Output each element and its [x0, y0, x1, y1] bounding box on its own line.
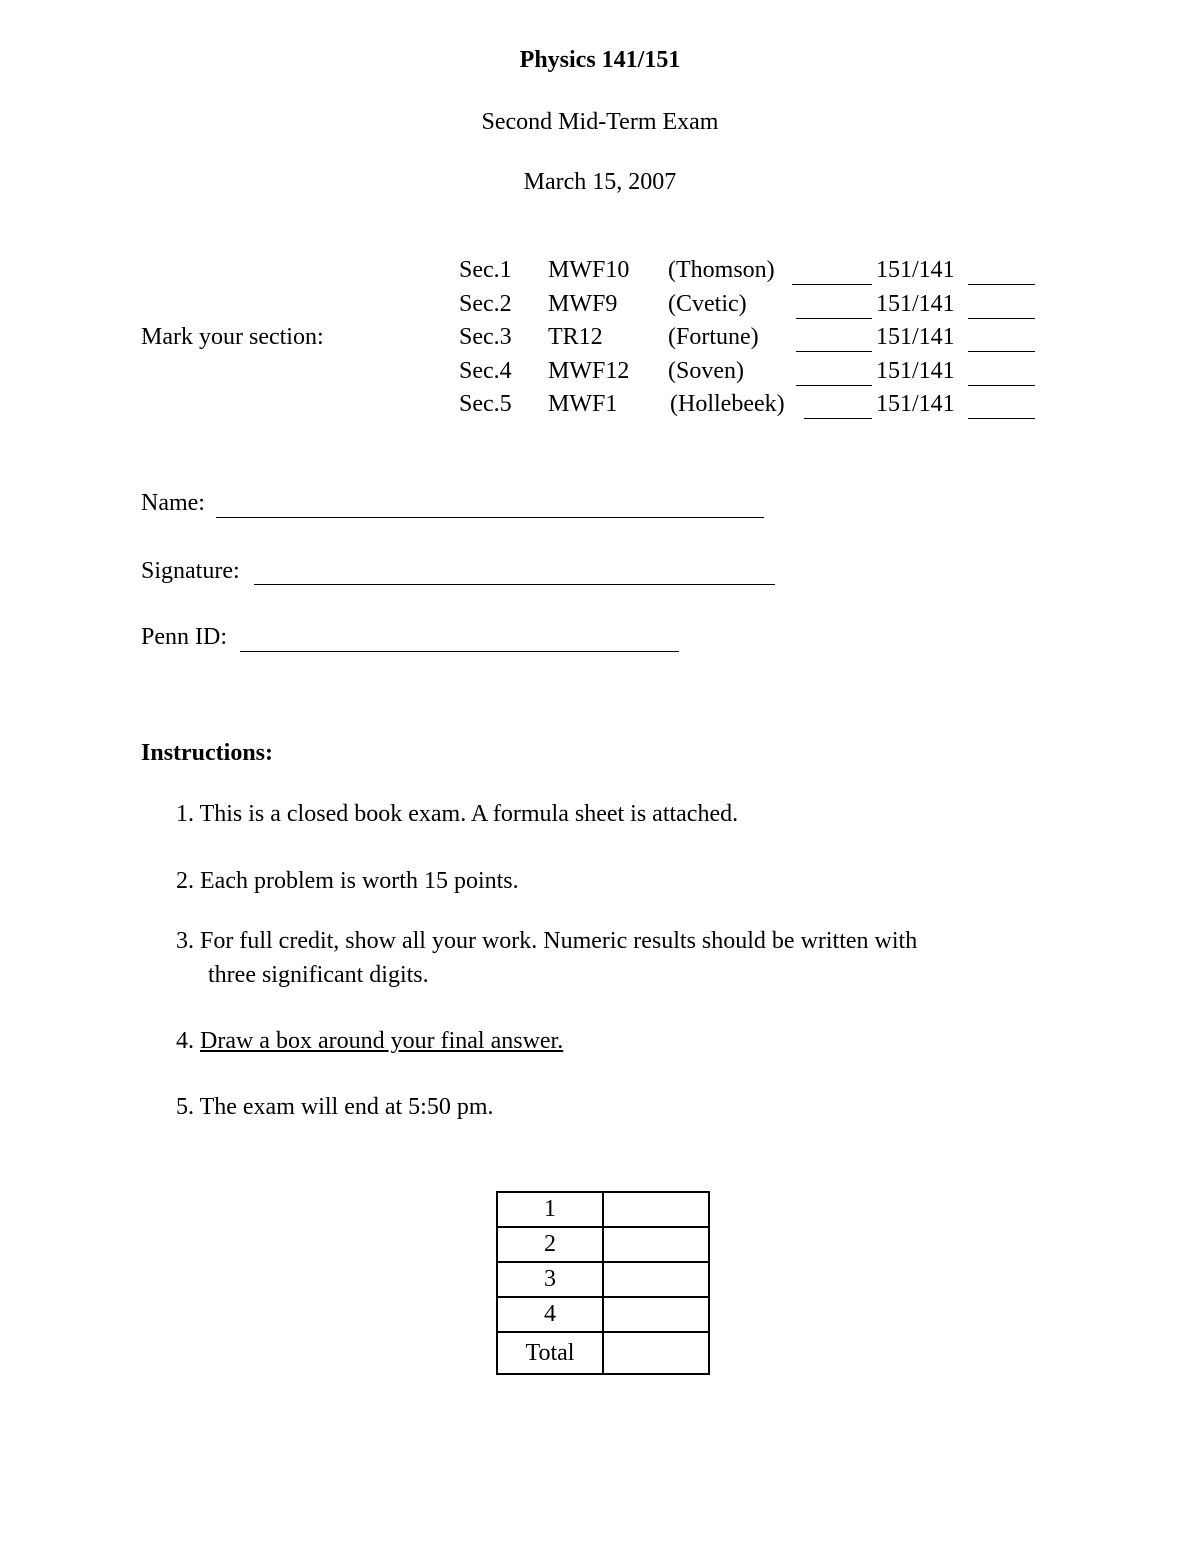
- total-label: Total: [497, 1332, 603, 1374]
- score-table: [496, 1191, 710, 1375]
- score-cell[interactable]: [603, 1192, 709, 1227]
- section-instructor: (Hollebeek): [670, 391, 785, 417]
- name-field[interactable]: [216, 517, 764, 518]
- section-course: 151/141: [876, 324, 955, 350]
- exam-date: March 15, 2007: [523, 169, 677, 195]
- score-row: [497, 1227, 709, 1262]
- section-number: Sec.3: [459, 324, 512, 350]
- section-course: 151/141: [876, 391, 955, 417]
- score-cell[interactable]: [603, 1297, 709, 1332]
- score-cell[interactable]: [603, 1262, 709, 1297]
- section-time: MWF12: [548, 358, 630, 384]
- section-instructor: (Fortune): [668, 324, 759, 350]
- instruction-text: Each problem is worth 15 points.: [200, 868, 519, 894]
- instruction-number: 5.: [176, 1094, 194, 1120]
- section-141-blank[interactable]: [968, 318, 1035, 319]
- section-row[interactable]: [0, 391, 1200, 421]
- instruction-item: [176, 1028, 563, 1055]
- section-number: Sec.4: [459, 358, 512, 384]
- section-instructor: (Thomson): [668, 257, 775, 283]
- pennid-field[interactable]: [240, 651, 679, 652]
- name-label: Name:: [141, 490, 205, 516]
- instruction-item: [176, 1094, 494, 1121]
- instruction-item: [176, 928, 917, 955]
- section-row[interactable]: [0, 257, 1200, 287]
- section-time: MWF10: [548, 257, 630, 283]
- signature-label: Signature:: [141, 558, 240, 584]
- section-instructor: (Soven): [668, 358, 744, 384]
- section-course: 151/141: [876, 291, 955, 317]
- score-row: [497, 1262, 709, 1297]
- section-course: 151/141: [876, 257, 955, 283]
- signature-field[interactable]: [254, 584, 775, 585]
- score-row: [497, 1297, 709, 1332]
- instruction-text: Draw a box around your final answer.: [200, 1028, 564, 1054]
- section-course: 151/141: [876, 358, 955, 384]
- section-row[interactable]: [0, 358, 1200, 388]
- section-number: Sec.1: [459, 257, 512, 283]
- instruction-number: 3.: [176, 928, 194, 954]
- section-151-blank[interactable]: [792, 284, 872, 285]
- score-total-row: [497, 1332, 709, 1374]
- section-row[interactable]: [0, 324, 1200, 354]
- section-prompt: Mark your section:: [141, 324, 324, 350]
- section-151-blank[interactable]: [796, 351, 872, 352]
- problem-label: 2: [497, 1227, 603, 1262]
- section-141-blank[interactable]: [968, 351, 1035, 352]
- instruction-number: 4.: [176, 1028, 194, 1054]
- instruction-number: 1.: [176, 801, 194, 827]
- instruction-continuation: three significant digits.: [208, 962, 429, 988]
- pennid-label: Penn ID:: [141, 624, 227, 650]
- section-instructor: (Cvetic): [668, 291, 747, 317]
- problem-label: 3: [497, 1262, 603, 1297]
- instruction-text: For full credit, show all your work. Numeric results should be written with: [200, 928, 918, 954]
- score-row: [497, 1192, 709, 1227]
- problem-label: 1: [497, 1192, 603, 1227]
- instruction-item: [176, 801, 738, 828]
- instruction-text: This is a closed book exam. A formula sheet is attached.: [199, 801, 739, 827]
- section-151-blank[interactable]: [804, 418, 872, 419]
- section-141-blank[interactable]: [968, 284, 1035, 285]
- section-151-blank[interactable]: [796, 385, 872, 386]
- section-row[interactable]: [0, 291, 1200, 321]
- problem-label: 4: [497, 1297, 603, 1332]
- section-number: Sec.2: [459, 291, 512, 317]
- instruction-item: [176, 868, 519, 895]
- section-151-blank[interactable]: [796, 318, 872, 319]
- course-title: Physics 141/151: [519, 47, 681, 73]
- section-141-blank[interactable]: [968, 385, 1035, 386]
- section-time: MWF9: [548, 291, 618, 317]
- instruction-text: The exam will end at 5:50 pm.: [199, 1094, 494, 1120]
- section-time: TR12: [548, 324, 603, 350]
- instructions-heading: Instructions:: [141, 740, 274, 766]
- exam-title: Second Mid-Term Exam: [481, 109, 719, 135]
- total-score-cell[interactable]: [603, 1332, 709, 1374]
- section-141-blank[interactable]: [968, 418, 1035, 419]
- score-cell[interactable]: [603, 1227, 709, 1262]
- instruction-number: 2.: [176, 868, 194, 894]
- section-time: MWF1: [548, 391, 618, 417]
- section-number: Sec.5: [459, 391, 512, 417]
